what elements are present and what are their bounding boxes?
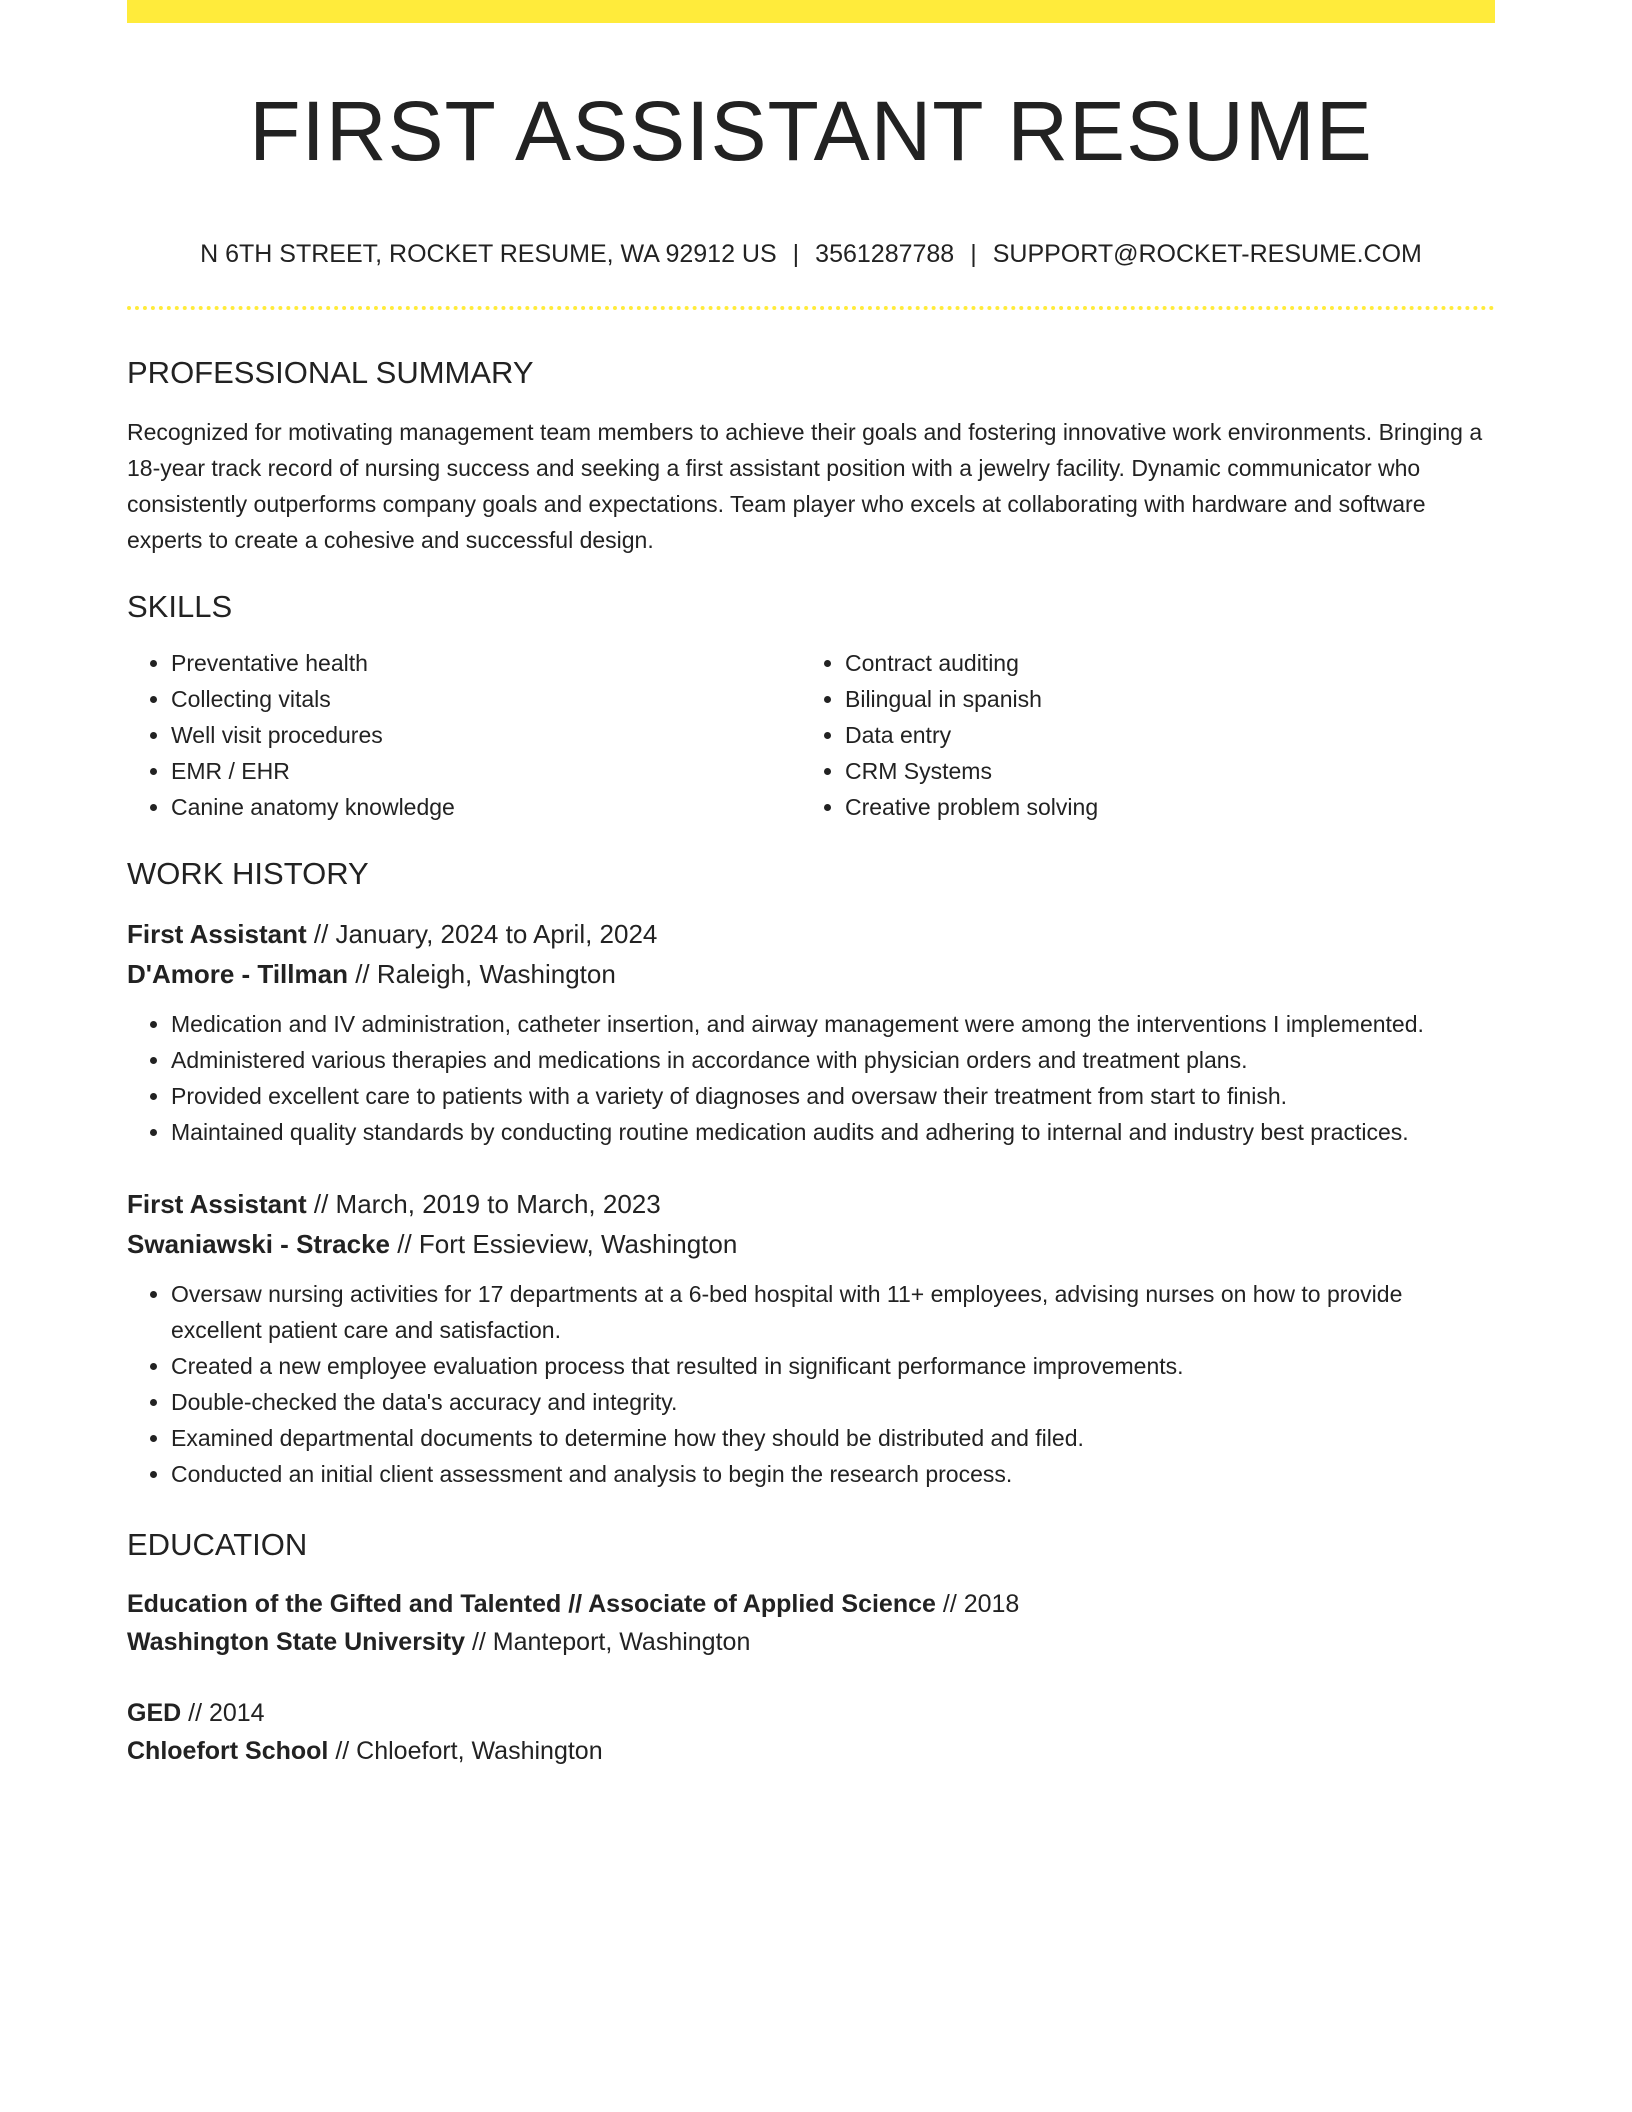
skill-item: • Collecting vitals: [171, 681, 801, 717]
skill-item: • Data entry: [845, 717, 1475, 753]
summary-heading: PROFESSIONAL SUMMARY: [127, 355, 534, 391]
education-school: Washington State University: [127, 1628, 466, 1657]
skill-item: • CRM Systems: [845, 753, 1475, 789]
resume-page: [127, 0, 1495, 1770]
job-position: First Assistant: [127, 918, 307, 949]
job-bullet: • Oversaw nursing activities for 17 departments at a 6-bed hospital with 11+ employees, advising nurses on how to provide excellent patient care and satisfaction.: [171, 1276, 1495, 1348]
skill-item: • Canine anatomy knowledge: [171, 789, 801, 825]
skills-column-right: [801, 645, 1475, 825]
job-bullet: • Medication and IV administration, catheter insertion, and airway management were among the interventions I implemented.: [171, 1006, 1495, 1042]
job-location: // Fort Essieview, Washington: [390, 1228, 738, 1259]
skill-item: • Creative problem solving: [845, 789, 1475, 825]
skill-item: • Contract auditing: [845, 645, 1475, 681]
contact-phone: 3561287788: [815, 240, 955, 269]
skill-item: • EMR / EHR: [171, 753, 801, 789]
contact-line: [127, 239, 1495, 269]
skill-item: • Bilingual in spanish: [845, 681, 1475, 717]
education-location: // Chloefort, Washington: [328, 1737, 603, 1766]
job-bullet: • Maintained quality standards by conducting routine medication audits and adhering to internal and industry best practices.: [171, 1114, 1495, 1150]
job-bullet: • Created a new employee evaluation process that resulted in significant performance improvements.: [171, 1348, 1495, 1384]
job-dates: // January, 2024 to April, 2024: [306, 918, 658, 949]
education-degree-line: [127, 1694, 1495, 1732]
job-company-line: [127, 954, 1495, 994]
education-degree-line: [127, 1585, 1495, 1623]
job-bullet: • Administered various therapies and medications in accordance with physician orders and treatment plans.: [171, 1042, 1495, 1078]
job-title-line: [127, 914, 1495, 954]
education-school: Chloefort School: [127, 1737, 329, 1766]
job-bullet: • Double-checked the data's accuracy and integrity.: [171, 1384, 1495, 1420]
job-company: D'Amore - Tillman: [127, 958, 348, 989]
job-bullet: • Conducted an initial client assessment and analysis to begin the research process.: [171, 1456, 1495, 1492]
job-bullets: [127, 1006, 1495, 1150]
education-location: // Manteport, Washington: [465, 1628, 751, 1657]
education-school-line: [127, 1623, 1495, 1661]
skills-heading: SKILLS: [127, 588, 233, 624]
education-entry: [127, 1694, 1495, 1770]
contact-separator: |: [970, 240, 977, 269]
education-heading: EDUCATION: [127, 1526, 308, 1562]
contact-separator: |: [792, 240, 800, 269]
job-position: First Assistant: [127, 1188, 307, 1219]
summary-text: Recognized for motivating management team members to achieve their goals and fostering innovative work environments. Bringing a 18-year track record of nursing success and seeking a first assistant position with a jewelry facility. Dynamic communicator who consistently outperforms company goals and expectations. Team player who excels at collaborating with hardware and software experts to create a cohesive and successful design.: [127, 418, 1483, 553]
skills-list: [127, 645, 1495, 825]
resume-title: FIRST ASSISTANT RESUME: [249, 84, 1373, 178]
job-title-line: [127, 1184, 1495, 1224]
education-year: // 2018: [935, 1590, 1020, 1619]
job-location: // Raleigh, Washington: [347, 958, 616, 989]
job-bullet: • Provided excellent care to patients with a variety of diagnoses and oversaw their treatment from start to finish.: [171, 1078, 1495, 1114]
skill-item: • Well visit procedures: [171, 717, 801, 753]
education-school-line: [127, 1732, 1495, 1770]
contact-address: N 6TH STREET, ROCKET RESUME, WA 92912 US: [200, 240, 777, 269]
header-divider: [127, 306, 1495, 310]
contact-email[interactable]: SUPPORT@ROCKET-RESUME.COM: [992, 240, 1422, 269]
job-bullet: • Examined departmental documents to determine how they should be distributed and filed.: [171, 1420, 1495, 1456]
job-dates: // March, 2019 to March, 2023: [306, 1188, 661, 1219]
education-year: // 2014: [181, 1699, 265, 1728]
education-degree: Education of the Gifted and Talented // Associate of Applied Science: [127, 1590, 936, 1619]
skills-column-left: [127, 645, 801, 825]
top-accent-bar: [127, 0, 1495, 23]
skill-item: • Preventative health: [171, 645, 801, 681]
job-bullets: [127, 1276, 1495, 1492]
job-company-line: [127, 1224, 1495, 1264]
education-degree: GED: [127, 1699, 182, 1728]
job-entry: [127, 914, 1495, 1150]
job-entry: [127, 1184, 1495, 1492]
education-entry: [127, 1585, 1495, 1661]
job-company: Swaniawski - Stracke: [127, 1228, 391, 1259]
work-history-heading: WORK HISTORY: [127, 855, 369, 891]
